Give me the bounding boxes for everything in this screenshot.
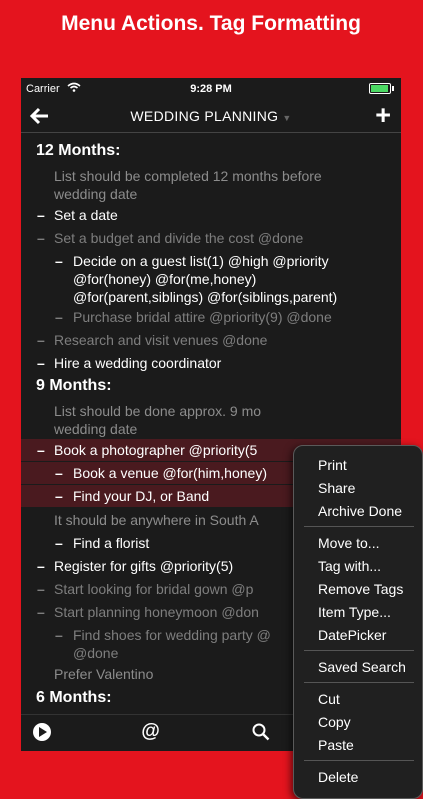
add-icon[interactable]: + [375, 100, 391, 130]
play-icon[interactable] [33, 723, 51, 741]
menu-item-cut[interactable]: Cut [318, 691, 340, 707]
at-icon[interactable]: @ [141, 721, 160, 742]
menu-item-saved-search[interactable]: Saved Search [318, 659, 406, 675]
status-time: 9:28 PM [190, 83, 232, 95]
menu-item-tag-with[interactable]: Tag with... [318, 558, 382, 574]
menu-item-delete[interactable]: Delete [318, 769, 359, 785]
context-menu [293, 445, 423, 799]
carrier-label: Carrier [26, 83, 60, 95]
menu-item-copy[interactable]: Copy [318, 714, 351, 730]
banner-title: Menu Actions. Tag Formatting [61, 12, 361, 35]
list-item-selected[interactable]: – Find your DJ, or Band [21, 485, 401, 507]
menu-item-archive-done[interactable]: Archive Done [318, 503, 403, 519]
menu-item-remove-tags[interactable]: Remove Tags [318, 581, 404, 597]
list-title-dropdown[interactable] [21, 108, 401, 124]
status-bar [21, 78, 401, 100]
menu-item-share[interactable]: Share [318, 480, 356, 496]
menu-divider [304, 526, 414, 527]
menu-divider [304, 760, 414, 761]
menu-item-item-type[interactable]: Item Type... [318, 604, 391, 620]
battery-icon [369, 83, 391, 94]
caret-down-icon: ▼ [282, 113, 292, 123]
menu-item-date-picker[interactable]: DatePicker [318, 627, 387, 643]
phone-screen: Carrier 9:28 PM WEDDING PLANNING ▼ + 12 Months: List should be completed 12 months before wedding date – Set a date – Set a budget and divide the cost @done – Decide on a guest list(1) @high @priority @for(honey) @for(me,honey) @for(parent,siblings) @for(siblings,parent) – Purchase bridal attire @priority(9) @done – Research and visit venues @done – Hire a wedding coordinator 9 Months: List should be done approx. 9 mo wedding date – Book a photographer @priority(5 – Book a venue @for(him,honey) – Find your DJ, or Band It should be anywhere in South A – Find a florist – Register for gifts @priority(5) – Start looking for bridal gown @p – Start planning honeymoon @don – Find shoes for wedding party @ @done Prefer Valentino 6 Months: @ Print Share Archive Done Move to... Tag with... Remove Tags Item Type... DatePicker Saved Search Cut Copy Paste Delete [21, 78, 401, 750]
menu-item-move-to[interactable]: Move to... [318, 535, 380, 551]
nav-title: WEDDING PLANNING [130, 108, 279, 124]
menu-item-paste[interactable]: Paste [318, 737, 354, 753]
menu-divider [304, 682, 414, 683]
list-item-selected[interactable]: – Book a venue @for(him,honey) [21, 462, 401, 484]
nav-bar [21, 100, 401, 133]
menu-item-print[interactable]: Print [318, 457, 347, 473]
search-icon[interactable] [252, 723, 270, 747]
list-item-selected[interactable]: – Book a photographer @priority(5 [21, 439, 401, 461]
menu-divider [304, 650, 414, 651]
